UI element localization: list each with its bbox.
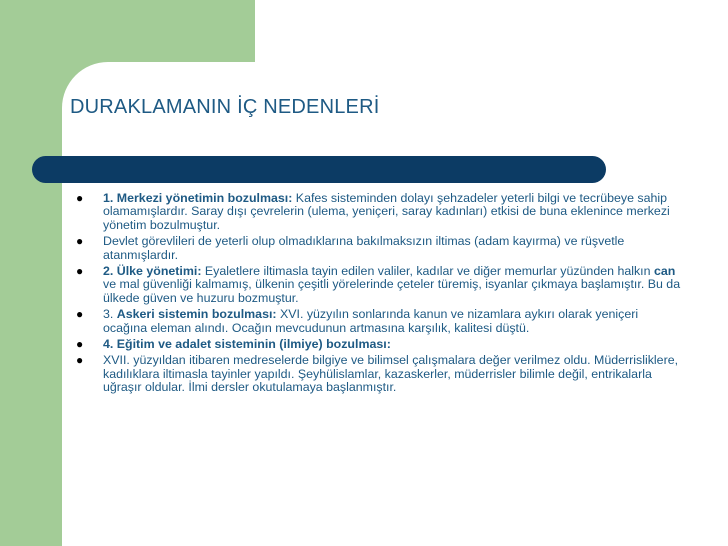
decor-green-strip: [0, 0, 62, 546]
bullet-heading: 1. Merkezi yönetimin bozulması:: [103, 191, 293, 205]
bullet-item-4: [74, 308, 684, 335]
bullet-text: Kafes sisteminden dolayı şehzadeler yeterli bilgi ve tecrübeye sahip olamamışlardır. Saray dışı çevrelerin (ulema, yeniçeri, saray kadınları) etkisi de buna eklenince merkezi yönetim bozulmuştur.: [103, 191, 670, 232]
bullet-text: ve mal güvenliği kalmamış, ülkenin çeşitli yörelerinde çeteler türemiş, isyanlar çıkmaya başlamıştır. Bu da ülkede güven ve huzuru bozmuştur.: [103, 277, 681, 305]
bullet-dot-icon: ●: [76, 337, 84, 352]
bullet-dot-icon: ●: [76, 234, 84, 249]
title-underline-bar: [32, 156, 606, 183]
bullet-dot-icon: ●: [76, 264, 84, 279]
bullet-heading: 4. Eğitim ve adalet sisteminin (ilmiye) bozulması:: [103, 337, 391, 352]
bullet-item-6: [74, 354, 684, 394]
bullet-item-3: [74, 265, 684, 305]
bullet-text: XVI. yüzyılın sonlarında kanun ve nizamlara aykırı olarak yeniçeri ocağına eleman alındı. Ocağın mevcudunun artmasına karşılık, kalitesi düştü.: [103, 307, 639, 335]
bullet-dot-icon: ●: [76, 353, 84, 368]
slide-title: DURAKLAMANIN İÇ NEDENLERİ: [70, 96, 380, 118]
bullet-text: Eyaletlere iltimasla tayin edilen valiler, kadılar ve diğer memurlar yüzünden halkın: [201, 264, 654, 279]
bullet-emphasis: can: [653, 264, 676, 279]
bullet-item-5: [74, 338, 684, 351]
bullet-prefix: 3.: [103, 307, 117, 322]
bullet-item-2: [74, 235, 684, 262]
bullet-list: [74, 192, 684, 398]
bullet-heading: Askeri sistemin bozulması:: [116, 307, 277, 322]
bullet-heading: 2. Ülke yönetimi:: [103, 264, 202, 279]
bullet-item-1: [74, 192, 684, 232]
bullet-text: Devlet görevlileri de yeterli olup olmadıklarına bakılmaksızın iltimas (adam kayırma) ve rüşvetle atanmışlardır.: [103, 234, 625, 262]
bullet-dot-icon: ●: [76, 191, 84, 205]
bullet-text: XVII. yüzyıldan itibaren medreselerde bilgiye ve bilimsel çalışmalara değer verilmez oldu. Müderrisliklere, kadılıklara iltimasla tayinler yapıldı. Şeyhülislamlar, kazaskerler, müderrisler bilimle değil, entrikalarla uğraşır oldular. İlmi dersler okutulamaya başlanmıştır.: [103, 353, 679, 395]
bullet-dot-icon: ●: [76, 307, 84, 322]
